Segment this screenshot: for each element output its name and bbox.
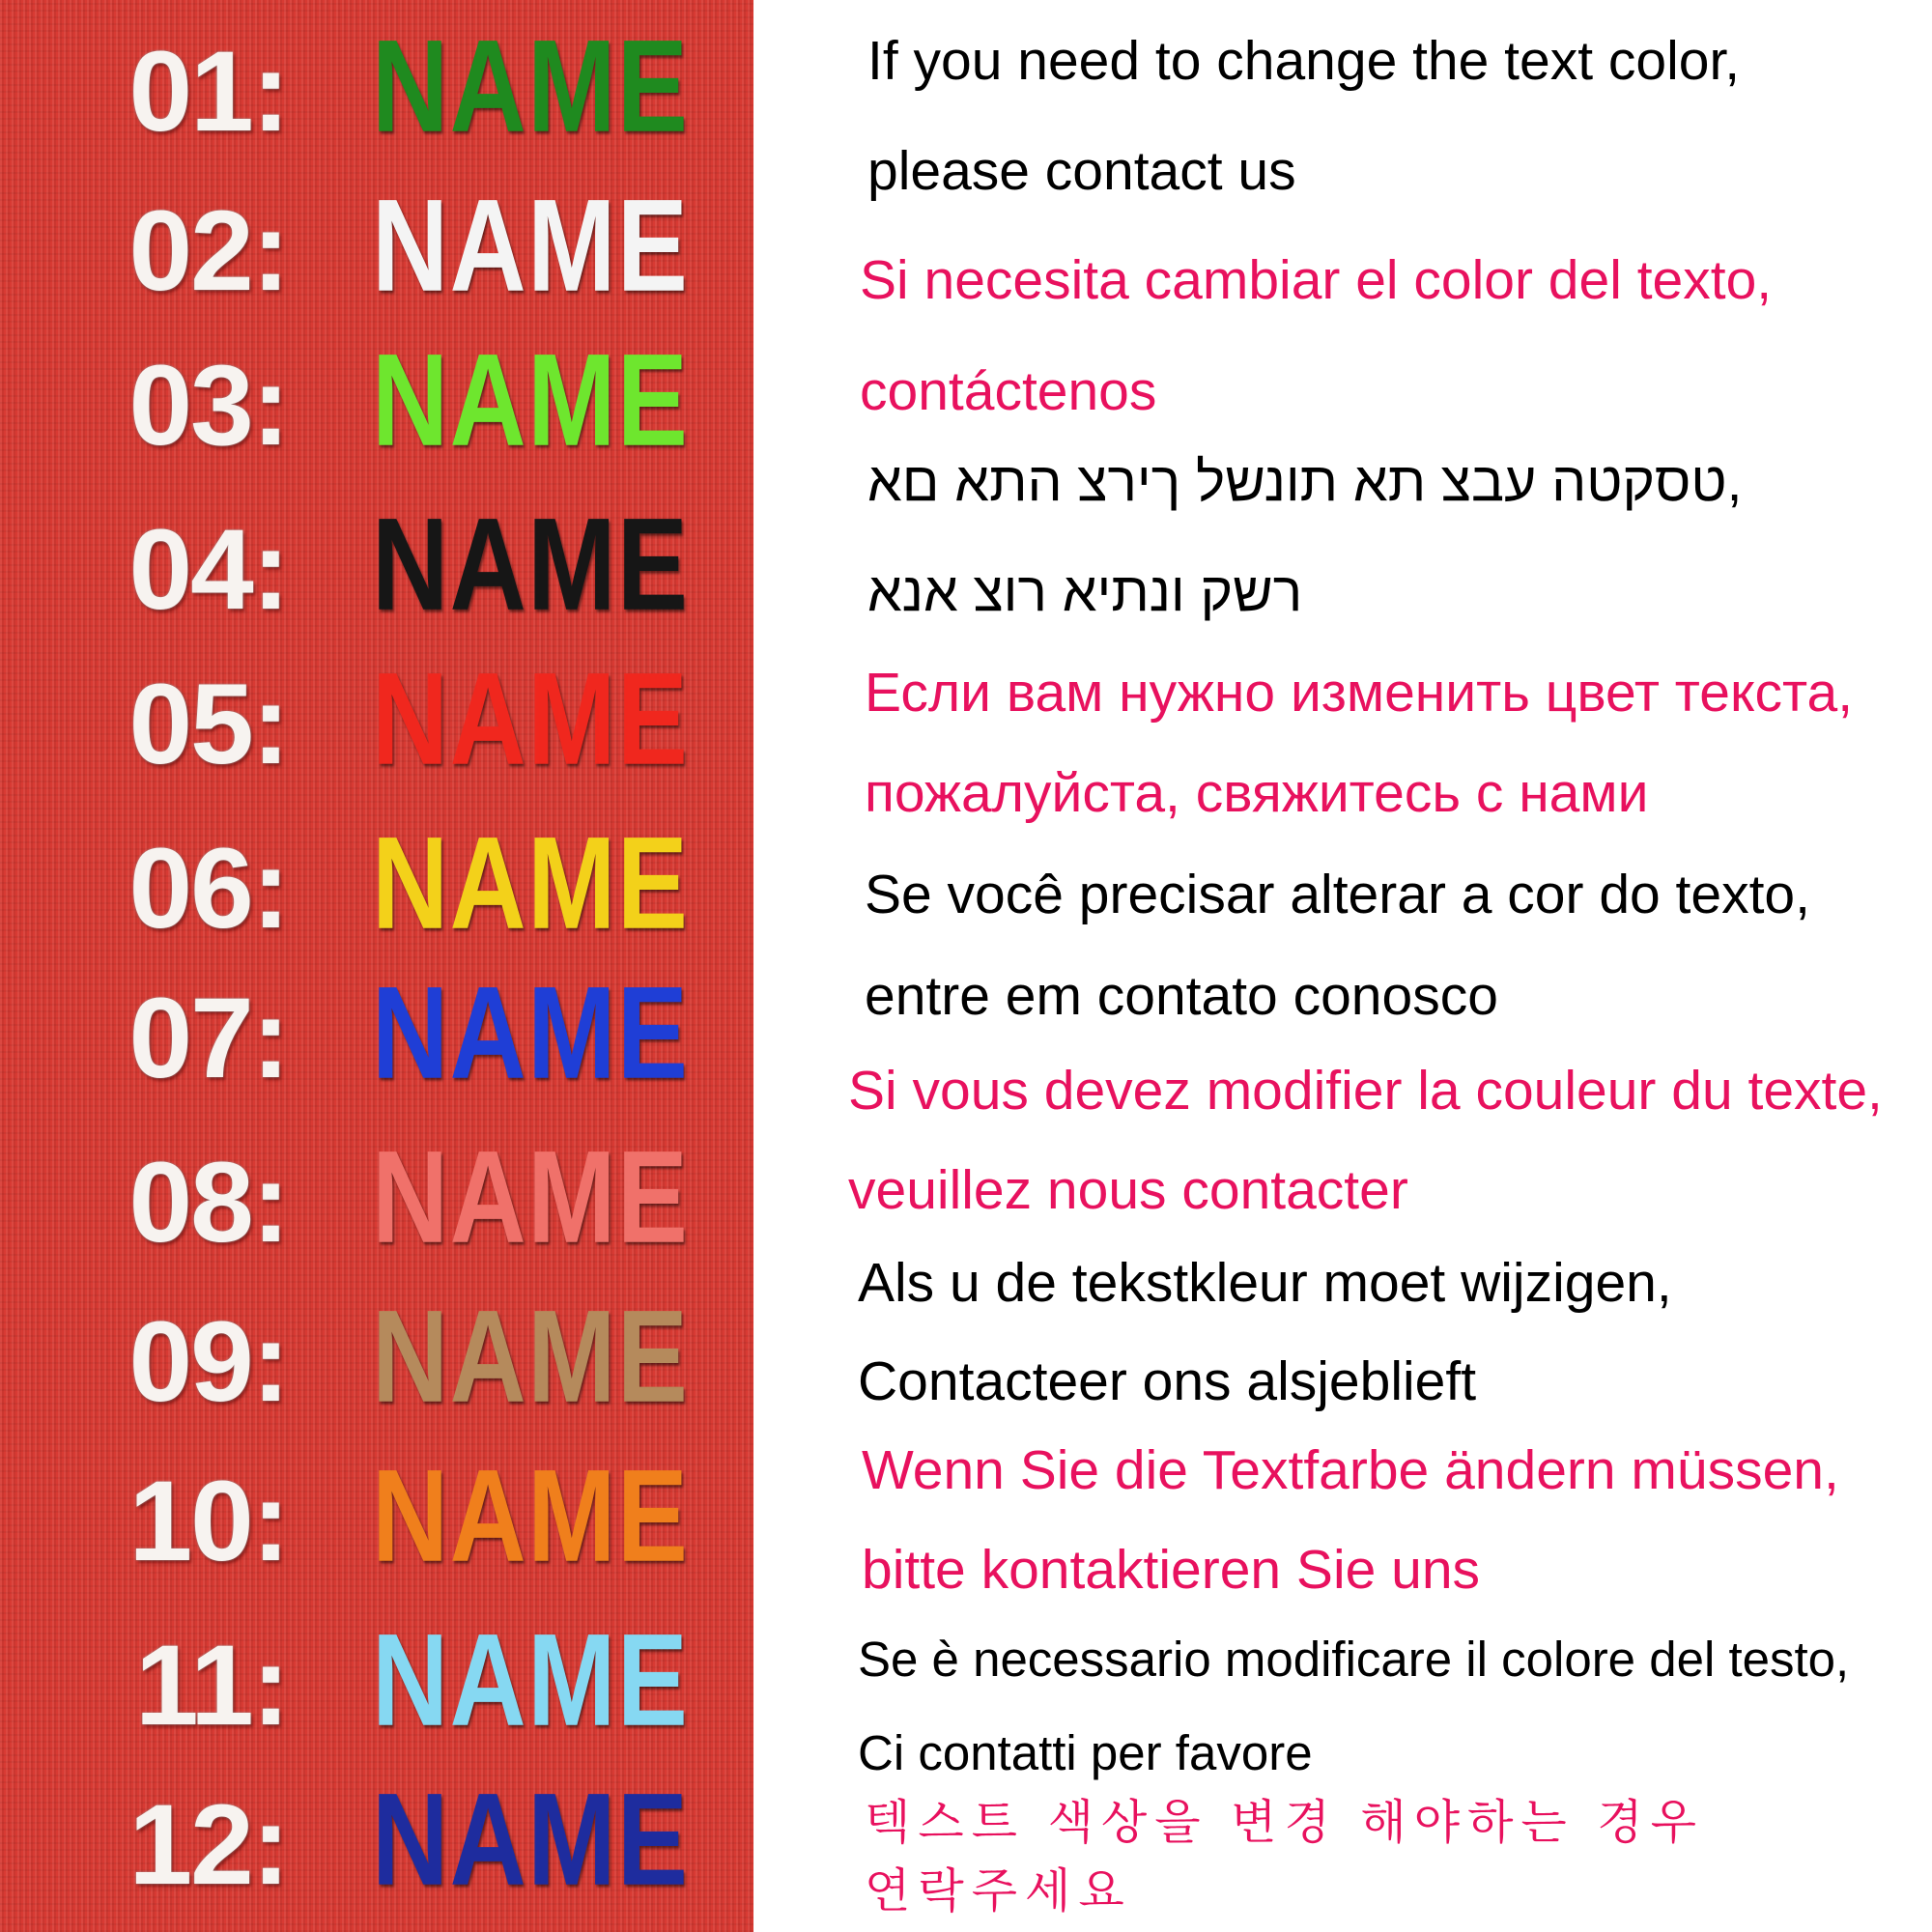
name-sample: NAME (372, 1766, 690, 1914)
notice-korean-line-2: 연락주세요 (865, 1863, 1132, 1918)
option-number: 03: (128, 342, 288, 469)
notice-english-line-2: please contact us (867, 140, 1296, 202)
name-sample: NAME (372, 1283, 690, 1431)
option-number: 11: (134, 1622, 288, 1749)
notice-english-line-1: If you need to change the text color, (867, 30, 1741, 92)
notice-korean-line-1: 텍스트 색상을 변경 해야하는 경우 (865, 1795, 1704, 1850)
option-number: 02: (128, 187, 288, 315)
notice-dutch-line-1: Als u de tekstkleur moet wijzigen, (858, 1252, 1672, 1314)
notice-portuguese-line-1: Se você precisar alterar a cor do texto, (865, 864, 1810, 925)
notice-russian-line-1: Если вам нужно изменить цвет текста, (865, 662, 1854, 724)
name-sample: NAME (372, 810, 690, 957)
name-sample: NAME (372, 327, 690, 474)
notice-italian-line-2: Ci contatti per favore (858, 1725, 1313, 1780)
name-sample: NAME (372, 491, 690, 639)
notice-russian-line-2: пожалуйста, свяжитесь с нами (865, 762, 1649, 824)
option-number: 05: (128, 661, 288, 788)
option-number: 10: (128, 1458, 288, 1585)
notice-hebrew-line-1: טסקטה עבצ תא תונשל ךירצ התא םא, (867, 451, 1743, 513)
name-sample: NAME (372, 959, 690, 1107)
option-number: 09: (128, 1298, 288, 1426)
notice-portuguese-line-2: entre em contato conosco (865, 965, 1498, 1027)
name-sample: NAME (372, 1123, 690, 1271)
option-number: 04: (128, 506, 288, 634)
option-number: 06: (128, 825, 288, 952)
notice-french-line-2: veuillez nous contacter (848, 1159, 1408, 1221)
notice-spanish-line-2: contáctenos (860, 360, 1157, 422)
option-number: 12: (128, 1781, 288, 1909)
option-number: 07: (128, 975, 288, 1102)
notice-german-line-2: bitte kontaktieren Sie uns (862, 1539, 1481, 1601)
embroidered-ribbon (0, 0, 753, 1932)
name-sample: NAME (372, 645, 690, 793)
option-number: 01: (128, 28, 288, 156)
notice-hebrew-line-2: רשק ונתיא רוצ אנא (867, 561, 1303, 623)
notice-italian-line-1: Se è necessario modificare il colore del testo, (858, 1632, 1850, 1687)
notice-spanish-line-1: Si necesita cambiar el color del texto, (860, 249, 1773, 311)
notice-dutch-line-2: Contacteer ons alsjeblieft (858, 1350, 1477, 1412)
option-number: 08: (128, 1139, 288, 1266)
name-sample: NAME (372, 1442, 690, 1590)
notice-german-line-1: Wenn Sie die Textfarbe ändern müssen, (862, 1439, 1839, 1501)
name-sample: NAME (372, 172, 690, 320)
name-sample: NAME (372, 13, 690, 160)
name-sample: NAME (372, 1606, 690, 1754)
notice-french-line-1: Si vous devez modifier la couleur du texte, (848, 1060, 1883, 1122)
